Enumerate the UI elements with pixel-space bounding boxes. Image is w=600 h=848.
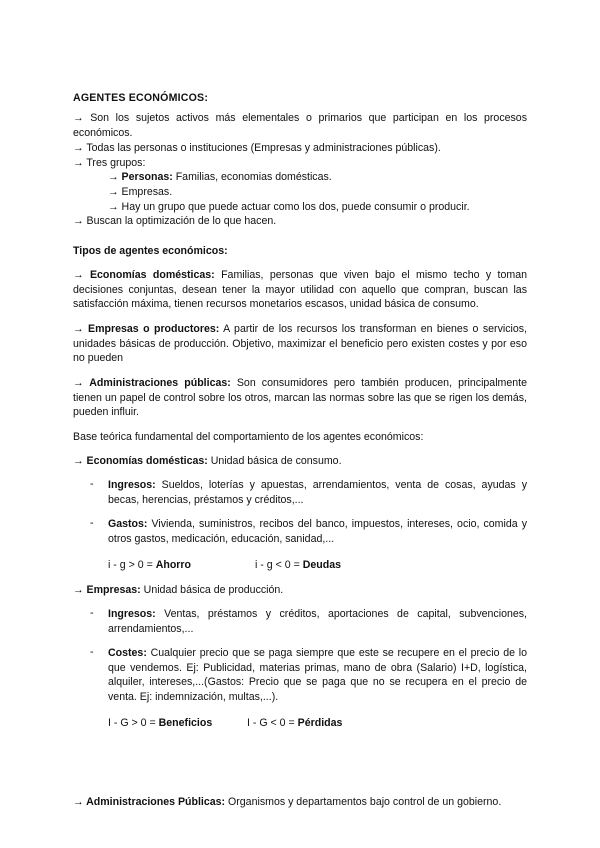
type-administraciones-label: → Administraciones públicas: xyxy=(73,377,231,389)
group-personas xyxy=(108,170,332,184)
formula-text: I - G < 0 = xyxy=(247,717,298,729)
emp-ingresos-label: Ingresos: xyxy=(108,608,156,620)
group-personas-text: Familias, economias domésticas. xyxy=(172,171,332,183)
emp-heading xyxy=(73,583,283,597)
intro-line-1: → Son los sujetos activos más elementales o primarios que participan en los procesos económicos. xyxy=(73,112,527,139)
base-line: Base teórica fundamental del comportamiento de los agentes económicos: xyxy=(73,431,424,443)
type-administraciones-text: Son consumidores pero también producen, principalmente tienen un papel de control sobre los otros, marcan las normas sobre las que se rigen los demás, pueden influir. xyxy=(73,377,527,419)
emp-ingresos xyxy=(108,607,527,636)
eco-text: Unidad básica de consumo. xyxy=(207,455,342,467)
group-empresas: → Empresas. xyxy=(108,186,173,198)
eco-formula-deudas xyxy=(255,558,341,572)
type-economias-label: → Economías domésticas: xyxy=(73,269,215,281)
adm-heading xyxy=(73,795,501,809)
emp-ingresos-text: Ventas, préstamos y créditos, aportaciones de capital, subvenciones, arrendamientos,... xyxy=(108,608,527,635)
intro-line-2: → Todas las personas o instituciones (Empresas y administraciones públicas). xyxy=(73,142,441,154)
emp-text: Unidad básica de producción. xyxy=(140,584,284,596)
eco-gastos xyxy=(108,517,527,546)
emp-label: → Empresas: xyxy=(73,584,141,596)
formula-result: Beneficios xyxy=(158,717,213,729)
eco-ingresos xyxy=(108,478,527,507)
type-empresas xyxy=(73,322,527,366)
formula-result: Deudas xyxy=(302,559,341,571)
type-empresas-label: → Empresas o productores: xyxy=(73,323,220,335)
list-dash: - xyxy=(90,646,94,658)
type-administraciones xyxy=(73,376,527,420)
type-empresas-text: A partir de los recursos los transforman en bienes o servicios, unidades básicas de producción. Objetivo, maximizar el beneficio pero existen costes y por eso no pueden xyxy=(73,323,528,365)
emp-costes xyxy=(108,646,527,704)
group-personas-label: → Personas: xyxy=(108,171,173,183)
formula-text: I - G > 0 = xyxy=(108,717,159,729)
list-dash: - xyxy=(90,517,94,529)
adm-text: Organismos y departamentos bajo control de un gobierno. xyxy=(225,796,502,808)
emp-formula-perdidas xyxy=(247,716,342,730)
adm-label: → Administraciones Públicas: xyxy=(73,796,226,808)
page-heading: AGENTES ECONÓMICOS: xyxy=(73,92,209,104)
eco-ingresos-label: Ingresos: xyxy=(108,479,156,491)
eco-ingresos-text: Sueldos, loterías y apuestas, arrendamientos, venta de cosas, ayudas y becas, herencias, préstamos y créditos,... xyxy=(108,479,527,506)
eco-gastos-text: Vivienda, suministros, recibos del banco, impuestos, intereses, ocio, comida y otros gastos, medicación, educación, sanidad,... xyxy=(108,518,527,545)
emp-costes-text: Cualquier precio que se paga siempre que este se recupere en el precio de lo que vendemos. Ej: Publicidad, materias primas, mano de obra (Salario) I+D, logística, alquiler, intereses,...(Gastos: Precio que se paga que no se recupera en el precio de venta. Ej: indemnización, multas,...). xyxy=(108,647,527,703)
formula-result: Ahorro xyxy=(155,559,192,571)
list-dash: - xyxy=(90,607,94,619)
formula-text: i - g < 0 = xyxy=(255,559,303,571)
eco-formula-ahorro xyxy=(108,558,191,572)
intro-line-3: → Tres grupos: xyxy=(73,157,146,169)
intro-line-4: → Buscan la optimización de lo que hacen. xyxy=(73,215,277,227)
eco-gastos-label: Gastos: xyxy=(108,518,148,530)
eco-label: → Economías domésticas: xyxy=(73,455,208,467)
list-dash: - xyxy=(90,478,94,490)
formula-result: Pérdidas xyxy=(297,717,343,729)
emp-formula-beneficios xyxy=(108,716,212,730)
type-economias-text: Familias, personas que viven bajo el mismo techo y toman decisiones conjuntas, desean tener la mayor utilidad con aquello que compran, buscan las satisfacción máxima, tienen recursos monetarios escasos, unidad básica de consumo. xyxy=(73,269,527,311)
group-mixto: → Hay un grupo que puede actuar como los dos, puede consumir o producir. xyxy=(108,201,470,213)
eco-heading xyxy=(73,454,342,468)
types-heading: Tipos de agentes económicos: xyxy=(73,245,228,257)
emp-costes-label: Costes: xyxy=(108,647,147,659)
formula-text: i - g > 0 = xyxy=(108,559,156,571)
type-economias xyxy=(73,268,527,312)
